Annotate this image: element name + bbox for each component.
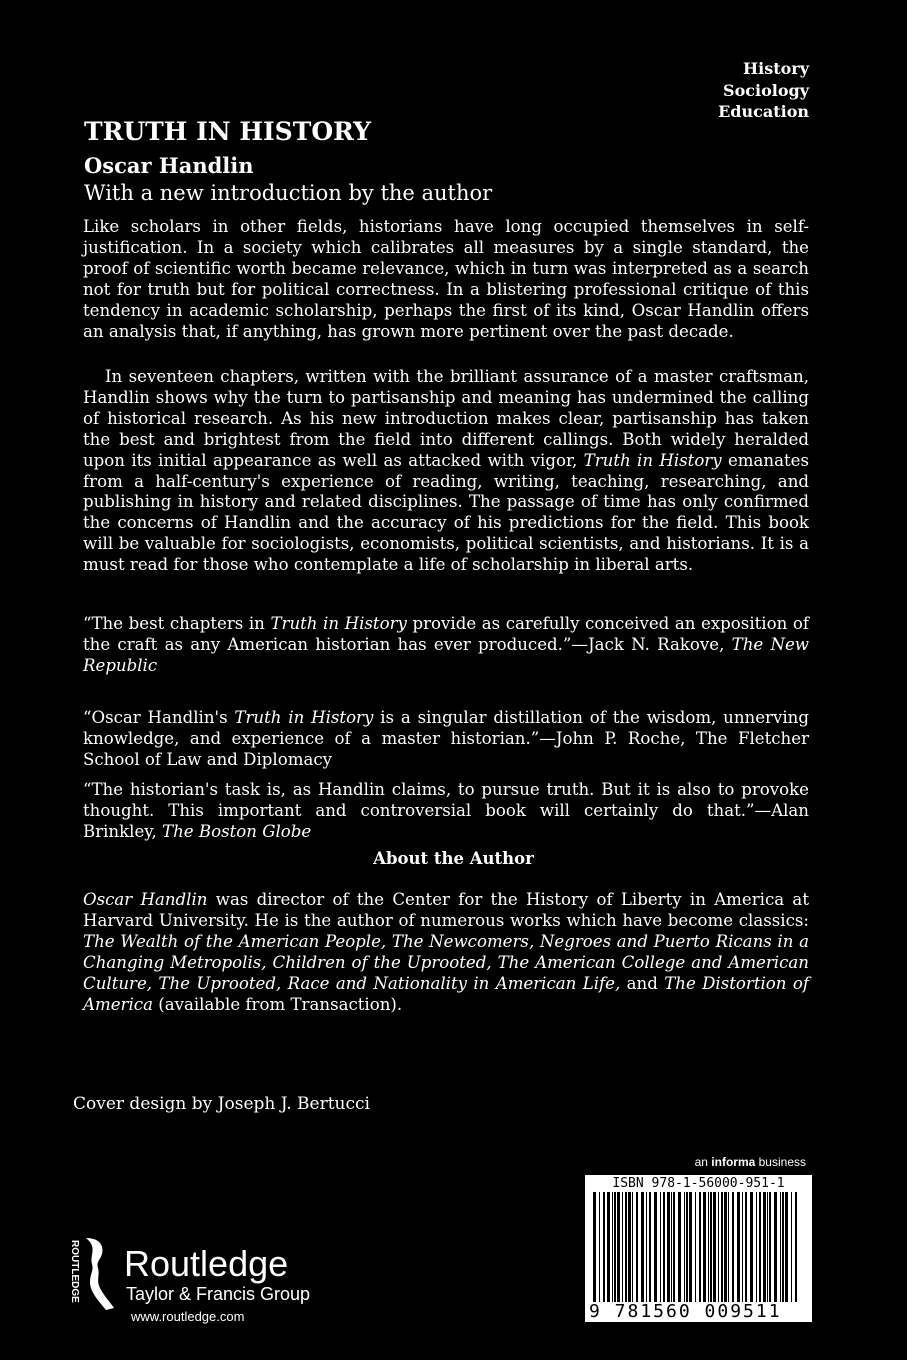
barcode-bar: [728, 1192, 729, 1302]
barcode-bar: [641, 1192, 644, 1302]
barcode-bar: [737, 1192, 740, 1302]
italic-text: The Wealth of the American People, The Newcomers, Negroes and Puerto Ricans in a Changing Metropolis, Children of the Uprooted, The American College and American Culture, The Uprooted, Race and Nationality in American Life,: [83, 931, 809, 993]
book-author: Oscar Handlin: [84, 153, 254, 178]
isbn-barcode: [585, 1175, 812, 1322]
barcode-bar: [780, 1192, 781, 1302]
barcode-bar: [663, 1192, 665, 1302]
barcode-bar: [767, 1192, 768, 1302]
review-quote-3: [83, 780, 809, 843]
barcode-bar: [646, 1192, 647, 1302]
barcode-bar: [732, 1192, 734, 1302]
barcode-bar: [607, 1192, 610, 1302]
isbn-label: ISBN 978-1-56000-951-1: [612, 1176, 785, 1191]
intro-line: With a new introduction by the author: [84, 181, 493, 205]
barcode-bar: [649, 1192, 651, 1302]
barcode-bar: [791, 1192, 792, 1302]
subject-education: Education: [718, 102, 809, 121]
routledge-logo-icon: [66, 1232, 118, 1312]
ean-digits: 9 781560 009511: [589, 1301, 782, 1322]
text-segment: “The historian's task is, as Handlin claims, to pursue truth. But it is also to provoke thought. This important and controversial book will certainly do that.”—Alan Brinkley,: [83, 780, 809, 841]
barcode-bar: [774, 1192, 777, 1302]
barcode-bar: [671, 1192, 672, 1302]
text-segment: “The best chapters in: [83, 614, 271, 633]
barcode-bar: [622, 1192, 623, 1302]
publisher-name: Routledge: [124, 1243, 289, 1284]
barcode-bar: [660, 1192, 661, 1302]
barcode-bar: [689, 1192, 692, 1302]
italic-text: Truth in History: [234, 708, 374, 727]
text-segment: emanates from a half-century's experience of reading, writing, teaching, researching, and publishing in history and related disciplines. The passage of time has only confirmed the concerns of Handlin and the accuracy of his predictions for the field. This book will be valuable for sociologists, economists, political scientists, and historians. It is a must read for those who contemplate a life of scholarship in liberal arts.: [83, 450, 809, 575]
barcode-bar: [614, 1192, 616, 1302]
italic-text: Oscar Handlin: [83, 890, 208, 909]
barcode-bar: [628, 1192, 631, 1302]
about-heading: About the Author: [373, 849, 534, 868]
barcode-bar: [759, 1192, 761, 1302]
barcode-bar: [673, 1192, 675, 1302]
barcode-bar: [763, 1192, 766, 1302]
barcode-bar: [782, 1192, 784, 1302]
barcode-bar: [667, 1192, 670, 1302]
informa-tagline: [600, 1155, 806, 1169]
barcode-bar: [686, 1192, 688, 1302]
about-author-paragraph: [83, 890, 809, 1015]
subject-history: History: [743, 59, 809, 78]
italic-text: The Boston Globe: [162, 821, 312, 841]
text-segment: was director of the Center for the History of Liberty in America at Harvard University. He is the author of numerous works which have become classics:: [83, 890, 809, 930]
barcode-bar: [703, 1192, 706, 1302]
review-quote-2: [83, 708, 809, 771]
barcode-bar: [750, 1192, 753, 1302]
description-paragraph-1: [83, 217, 809, 342]
barcode-bar: [721, 1192, 723, 1302]
description-paragraph-2: [83, 367, 809, 576]
barcode-bar: [632, 1192, 633, 1302]
barcode-bar: [612, 1192, 613, 1302]
barcode-bar: [742, 1192, 743, 1302]
text-segment: Like scholars in other fields, historians have long occupied themselves in self-justification. In a society which calibrates all measures by a single standard, the proof of scientific worth became relevance, which in turn was interpreted as a search not for truth but for political correctness. In a blistering professional critique of this tendency in academic scholarship, perhaps the first of its kind, Oscar Handlin offers an analysis that, if anything, has grown more pertinent over the past decade.: [83, 217, 809, 341]
subject-sociology: Sociology: [723, 80, 809, 100]
text-segment: is a singular distillation of the wisdom, unnerving knowledge, and experience of a master historian.”—John P. Roche, The Fletcher School of Law and Diplomacy: [83, 708, 809, 769]
barcode-bar: [593, 1192, 596, 1302]
review-quote-1: [83, 614, 809, 677]
barcode-bar: [603, 1192, 605, 1302]
italic-text: Truth in History: [583, 450, 722, 470]
text-segment: provide as carefully conceived an exposition of the craft as any American historian has ever produced.”—Jack N. Rakove,: [83, 614, 809, 654]
publisher-group: Taylor & Francis Group: [126, 1284, 311, 1304]
barcode-bar: [654, 1192, 657, 1302]
book-title: TRUTH IN HISTORY: [84, 117, 371, 146]
barcode-bar: [745, 1192, 747, 1302]
informa-post: business: [755, 1155, 806, 1169]
informa-brand: informa: [711, 1155, 756, 1169]
italic-text: The New Republic: [83, 634, 809, 675]
routledge-vertical-text: ROUTLEDGE: [69, 1240, 80, 1303]
barcode-bar: [756, 1192, 757, 1302]
subject-categories: [718, 58, 809, 123]
italic-text: Truth in History: [270, 614, 407, 633]
italic-text: The Distortion of America: [83, 973, 809, 1014]
barcode-bar: [617, 1192, 620, 1302]
barcode-bar: [785, 1192, 788, 1302]
text-segment: and: [620, 973, 665, 993]
barcode-bar: [718, 1192, 719, 1302]
barcode-bar: [708, 1192, 709, 1302]
barcode-bar: [636, 1192, 638, 1302]
barcode-bars: [593, 1192, 804, 1302]
barcode-bar: [599, 1192, 600, 1302]
informa-pre: an: [694, 1155, 712, 1169]
barcode-bar: [713, 1192, 716, 1302]
publisher-url: www.routledge.com: [131, 1309, 245, 1324]
text-segment: In seventeen chapters, written with the brilliant assurance of a master craftsman, Handlin shows why the turn to partisanship and meaning has undermined the calling of historical research. As his new introduction makes clear, partisanship has taken the best and brightest from the field into different callings. Both widely heralded upon its initial appearance as well as attacked with vigor,: [83, 367, 809, 470]
barcode-bar: [710, 1192, 712, 1302]
cover-credit: Cover design by Joseph J. Bertucci: [73, 1094, 370, 1114]
barcode-bar: [724, 1192, 727, 1302]
barcode-bar: [678, 1192, 681, 1302]
barcode-bar: [699, 1192, 701, 1302]
text-segment: “Oscar Handlin's: [83, 708, 235, 727]
barcode-bar: [625, 1192, 627, 1302]
barcode-bar: [795, 1192, 797, 1302]
barcode-bar: [695, 1192, 696, 1302]
text-segment: (available from Transaction).: [152, 994, 403, 1014]
barcode-bar: [769, 1192, 771, 1302]
barcode-bar: [684, 1192, 685, 1302]
